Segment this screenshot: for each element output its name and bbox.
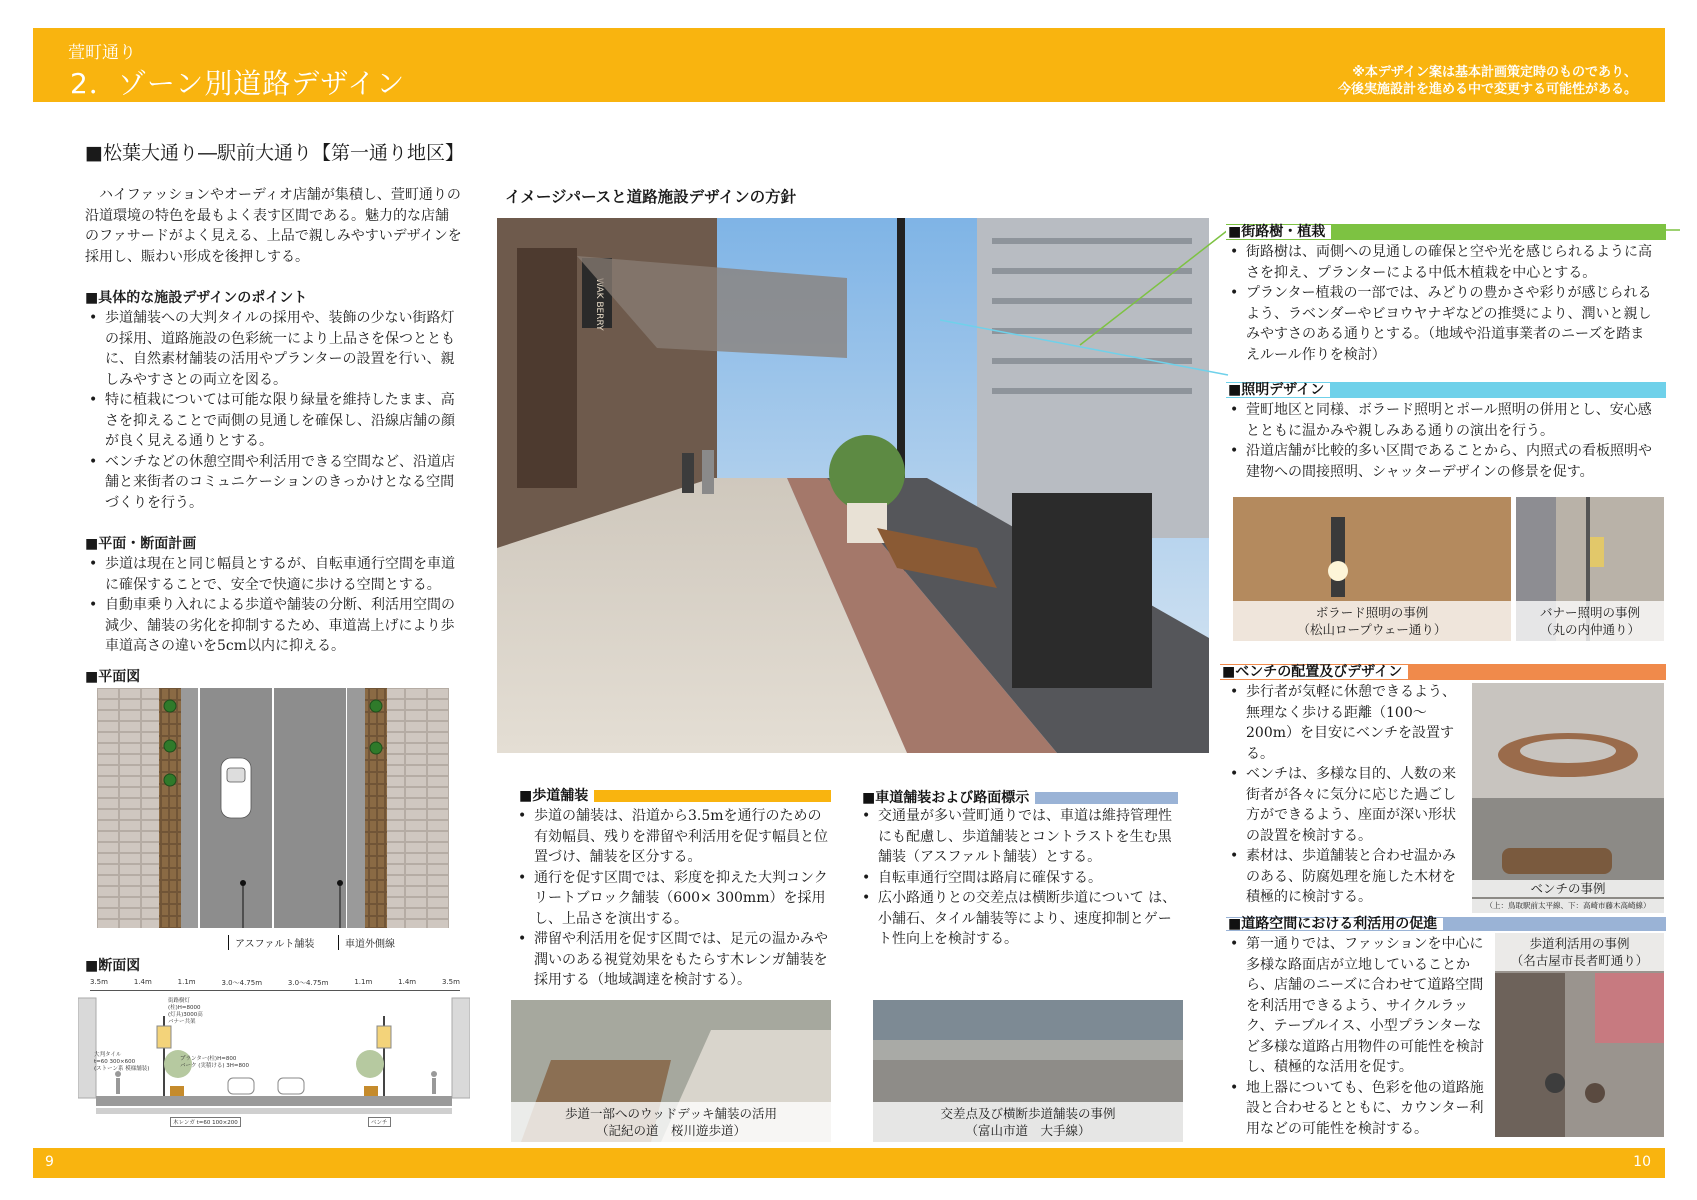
roadway-tag-bar — [860, 792, 1178, 804]
plan-list — [85, 554, 465, 657]
banner-left — [157, 1026, 171, 1048]
car-icon — [221, 758, 251, 818]
bench-heading: ■ベンチの配置及びデザイン — [1220, 665, 1408, 679]
trees-tag-bar — [1226, 224, 1666, 240]
list-item: • 歩行者が気軽に休憩できるよう、無理なく歩ける距離（100～200m）を目安にベンチを設置する。 — [1226, 682, 1468, 764]
section-label-pole: 街路樹灯 (柱)H=8000 (灯具)3000高 バナー共架 — [168, 998, 203, 1025]
use-caption: 歩道利活用の事例 （名古屋市長者町通り） — [1495, 933, 1664, 971]
trees-list — [1226, 242, 1656, 365]
list-item: • 歩道の舗装は、沿道から3.5mを通行のための有効幅員、残りを滞留や利活用を促す幅員と位置づけ、舗装を区分する。 — [514, 806, 834, 868]
bollard-photo — [1233, 497, 1511, 641]
sidewalk-tag-bar — [517, 790, 831, 802]
section-view-heading: ■断面図 — [85, 958, 141, 974]
sidewalk-photo-caption: 歩道一部へのウッドデッキ舗装の活用 （記紀の道 桜川遊歩道） — [511, 1102, 831, 1142]
lighting-list — [1226, 400, 1656, 482]
section-label-tile: 大判タイル t=60 300×600 (ストーン系 模様舗装) — [94, 1052, 150, 1072]
use-heading: ■道路空間における利活用の促進 — [1226, 918, 1443, 930]
planter-mark — [370, 700, 382, 712]
connector-lighting — [940, 320, 1228, 375]
person — [1585, 1083, 1605, 1103]
list-item: • 第一通りでは、ファッションを中心に多様な路面店が立地していることから、店舗のニーズに合わせて道路空間を利活用できるよう、サイクルラック、テーブルイス、小型プランターなど多様な道路占用物件の可能性を検討し、積極的な活用を促す。 — [1226, 934, 1492, 1078]
banner-photo — [1516, 497, 1664, 641]
list-item: • 歩道は現在と同じ幅員とするが、自転車通行空間を車道に確保することで、安全で快適に歩ける空間とする。 — [85, 554, 465, 595]
bench-tag-bar — [1220, 664, 1666, 680]
roadway-photo — [873, 1000, 1183, 1142]
sidewalk-tile-left — [97, 688, 159, 928]
plan-view-heading: ■平面図 — [85, 669, 141, 685]
banner-caption: バナー照明の事例 （丸の内仲通り） — [1516, 601, 1664, 641]
list-item: • ベンチは、多様な目的、人数の来街者が各々に気分に応じた過ごし方ができるよう、座面が深い形状の設置を検討する。 — [1226, 764, 1468, 846]
bench-photo-drawing — [1472, 683, 1664, 913]
list-item: • 素材は、歩道舗装と合わせ温かみのある、防腐処理を施した木材を積極的に検討する。 — [1226, 846, 1468, 908]
bollard-caption: ボラード照明の事例 （松山ロープウェー通り） — [1233, 601, 1511, 641]
subgrade — [96, 1108, 452, 1114]
header-note-line1: ※本デザイン案は基本計画策定時のものであり、 — [1352, 65, 1637, 80]
list-item: • 自転車通行空間は路肩に確保する。 — [858, 868, 1180, 889]
dim-label: 3.5m — [441, 978, 460, 986]
building-left — [78, 998, 96, 1098]
person-body — [432, 1078, 436, 1094]
list-item: • 沿道店舗が比較的多い区間であることから、内照式の看板照明や建物への間接照明、シャッターデザインの修景を促す。 — [1226, 441, 1656, 482]
bike-lane-right — [347, 688, 365, 928]
banner-right — [377, 1026, 391, 1048]
car-windshield — [227, 768, 245, 782]
planter-mark — [164, 740, 176, 752]
pedestrian — [682, 453, 694, 493]
lighting-heading: ■照明デザイン — [1226, 383, 1330, 397]
plan-view-diagram — [97, 688, 449, 928]
points-heading: ■具体的な施設デザインのポイント — [85, 290, 308, 306]
dim-label: 3.0～4.75m — [287, 979, 329, 987]
footer-bar — [33, 1148, 1665, 1178]
list-item: • 自動車乗り入れによる歩道や舗装の分断、利活用空間の減少、舗装の劣化を抑制するため、車道嵩上げにより歩車道高さの違いを5cm以内に抑える。 — [85, 595, 465, 657]
bike-lane-left — [181, 688, 199, 928]
car-silhouette — [278, 1078, 304, 1094]
section-dimensions — [90, 978, 460, 991]
use-photo — [1495, 933, 1664, 1137]
planter-box — [364, 1086, 378, 1096]
lighting-tag-bar — [1226, 382, 1666, 398]
list-item: • 街路樹は、両側への見通しの確保と空や光を感じられるように高さを抑え、プランターによる中低木植栽を中心とする。 — [1226, 242, 1656, 283]
planter-pot — [847, 503, 887, 543]
connector-trees — [1080, 230, 1228, 345]
section-label-planter: プランター(柱)H=800 バーク (実積ける) 3H=800 — [180, 1056, 250, 1069]
section-title: ■松葉大通り―駅前大通り【第一通り地区】 — [85, 142, 464, 164]
planter-mark — [370, 742, 382, 754]
use-tag-bar — [1226, 917, 1666, 931]
header-note — [1277, 64, 1637, 98]
list-item: • 滞留や利活用を促す区間では、足元の温かみや潤いのある視覚効果をもたらす木レンガ舗装を採用する（地域調達を検討する）。 — [514, 929, 834, 991]
planter-tree-right — [356, 1050, 384, 1078]
list-item: • ベンチなどの休憩空間や利活用できる空間など、沿道店舗と来街者のコミュニケーションのきっかけとなる空間づくりを行う。 — [85, 452, 465, 514]
intro-paragraph: ハイファッションやオーディオ店舗が集積し、萱町通りの沿道環境の特色を最もよく表す区間である。魅力的な店舗のファサードがよく見える、上品で親しみやすいデザインを採用し、賑わい形成を後押しする。 — [85, 187, 462, 265]
bollard — [1331, 517, 1345, 597]
dim-label: 1.4m — [398, 978, 417, 986]
dim-label: 1.1m — [177, 978, 196, 986]
roadway-heading: ■車道舗装および路面標示 — [860, 792, 1035, 804]
dim-label: 3.0～4.75m — [221, 979, 263, 987]
bench-list — [1226, 682, 1468, 908]
list-item: • 萱町地区と同様、ボラード照明とポール照明の併用とし、安心感とともに温かみや親しみある通りの演出を行う。 — [1226, 400, 1656, 441]
render-heading: イメージパースと道路施設デザインの方針 — [505, 188, 797, 206]
awning — [1595, 973, 1664, 1043]
list-item: • 特に植栽については可能な限り緑量を維持したまま、高さを抑えることで両側の見通しを確保し、沿線店舗の顔が良く見える通りとする。 — [85, 390, 465, 452]
dim-label: 1.1m — [354, 978, 373, 986]
bench-caption: ベンチの事例 — [1472, 880, 1664, 897]
header-banner — [33, 28, 1665, 102]
planter-mark — [164, 700, 176, 712]
bollard-light — [1328, 561, 1348, 581]
roadway-list — [858, 806, 1180, 950]
planter-mark — [164, 774, 176, 786]
brick-strip-right — [365, 688, 387, 928]
header-note-line2: 今後実施設計を進める中で変更する可能性がある。 — [1337, 82, 1637, 97]
points-list — [85, 308, 465, 513]
header-subtitle: 萱町通り — [68, 43, 136, 63]
list-item: • 交通量が多い萱町通りでは、車道は維持管理性にも配慮し、歩道舗装とコントラストを生む黒舗装（アスファルト舗装）とする。 — [858, 806, 1180, 868]
car-silhouette — [228, 1078, 254, 1094]
dim-label: 1.4m — [133, 978, 152, 986]
planter-tree — [829, 435, 905, 511]
dim-label: 3.5m — [90, 978, 108, 986]
brick-strip-left — [159, 688, 181, 928]
section-label-brick: 木レンガ t=60 100×200 — [170, 1117, 241, 1127]
list-item: • 歩道舗装への大判タイルの採用や、装飾の少ない街路灯の採用、道路施設の色彩統一により上品さを保つとともに、自然素材舗装の活用やプランターの設置を行い、親しみやすさとの両立を図る。 — [85, 308, 465, 390]
plan-heading: ■平面・断面計画 — [85, 536, 197, 552]
list-item: • プランター植栽の一部では、みどりの豊かさや彩りが感じられるよう、ラベンダーやビヨウヤナギなどの推奨により、潤いと親しみやすさのある通りとする。（地域や沿道事業者のニーズを踏まえルール作りを検討） — [1226, 283, 1656, 365]
pedestrian — [702, 450, 714, 494]
trees-heading: ■街路樹・植栽 — [1226, 225, 1331, 239]
sidewalk-heading: ■歩道舗装 — [517, 790, 594, 802]
building-right — [452, 998, 470, 1098]
person — [1545, 1073, 1565, 1093]
log-bench — [1502, 848, 1612, 874]
page-number-left: 9 — [45, 1154, 54, 1170]
section-label-bench: ベンチ — [368, 1117, 391, 1127]
cross-section-diagram — [78, 978, 470, 1128]
sidewalk-photo — [511, 1000, 831, 1142]
person-body — [116, 1078, 120, 1094]
bench-caption-sub: （上：鳥取駅前太平線、下：高崎市藤木高崎線） — [1472, 899, 1664, 913]
shop-sign-text: WAK BERRY — [594, 278, 604, 331]
list-item: • 広小路通りとの交差点は横断歩道について は、小舗石、タイル舗装等により、速度抑制とゲート性向上を検討する。 — [858, 888, 1180, 950]
page-number-right: 10 — [1633, 1154, 1651, 1170]
ground-line — [96, 1096, 452, 1106]
banner-flag — [1590, 537, 1604, 567]
use-list — [1226, 934, 1492, 1139]
planter-box — [170, 1086, 184, 1096]
bench-photo — [1472, 683, 1664, 913]
ground-cabinet — [1012, 493, 1152, 688]
person-silhouette — [431, 1071, 437, 1077]
sidewalk-list — [514, 806, 834, 991]
page-title: 2．ゾーン別道路デザイン — [70, 67, 406, 100]
list-item: • 通行を促す区間では、彩度を抑えた大判コンクリートブロック舗装（600× 300mm）を採用し、上品さを演出する。 — [514, 868, 834, 930]
sidewalk-tile-right — [387, 688, 449, 928]
plan-label-outer-line: 車道外側線 — [338, 935, 395, 950]
plan-label-asphalt: アスファルト舗装 — [228, 935, 314, 950]
list-item: • 地上器についても、色彩を他の道路施設と合わせるとともに、カウンター利用などの可能性を検討する。 — [1226, 1078, 1492, 1140]
roadway-photo-caption: 交差点及び横断歩道舗装の事例 （富山市道 大手線） — [873, 1102, 1183, 1142]
